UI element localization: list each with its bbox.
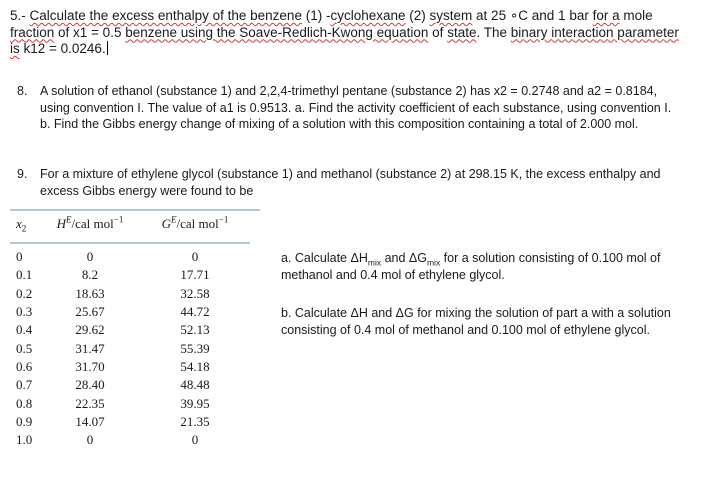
cell-enthalpy: 31.47 [75,340,105,356]
q5-text: state [447,24,477,40]
cell-enthalpy: 25.67 [75,304,105,320]
cell-x2: 0 [16,249,23,265]
table-row [10,376,250,394]
problem-number: 8. [17,84,28,98]
q5-text: mole [619,8,653,23]
cell-gibbs: 17.71 [180,267,210,283]
table-row [10,285,250,303]
cell-gibbs: 39.95 [180,395,210,411]
cell-x2: 0.6 [16,358,33,374]
q5-text: is [10,41,20,56]
problem-9 [17,166,682,202]
table-header-row [10,211,250,237]
problem-8 [17,83,682,135]
data-table [10,209,260,449]
problem-number: 9. [17,167,28,181]
cell-enthalpy: 14.07 [75,413,105,429]
q5-text: at 25 [472,8,510,23]
sub-questions [281,250,681,338]
cell-gibbs: 55.39 [180,340,210,356]
q5-text: system [429,8,473,23]
q5-text: for a [592,8,620,23]
q5-text: 5.- [10,8,30,23]
q5-text: binary interaction parameter [510,24,679,40]
cell-gibbs: 44.72 [180,304,210,320]
header-excess-enthalpy: $H^E$/cal mol$^{-1}$ [56,214,124,231]
cell-x2: 0.4 [16,322,33,338]
q5-text: . The [476,24,511,40]
cell-gibbs: 54.18 [180,358,210,374]
cell-enthalpy: 28.40 [75,377,105,393]
part-a-text: a. Calculate $\Delta H_{mix}$ and $\Delta G_{mix}$ for a solution consisting of 0.100 mol of methanol and 0.4 mol of ethylene glycol. [281,251,661,282]
q5-text: (1) - [301,8,331,23]
table-row [10,358,250,376]
cell-gibbs: 48.48 [180,377,210,393]
table-row [10,303,250,321]
q5-text: k12 = 0.0246. [19,41,106,56]
cell-gibbs: 0 [191,249,199,265]
header-excess-gibbs: $G^E$/cal mol$^{-1}$ [161,214,229,231]
header-x2: $x_2$ [16,216,27,234]
table-row [10,431,250,449]
table-row [10,394,250,412]
problem-5-text[interactable] [10,8,690,58]
degree-symbol: ∘ [509,8,519,23]
table-row [10,248,250,266]
table-header-rule [10,242,250,244]
cell-enthalpy: 18.63 [75,285,105,301]
q5-text: (2) [405,8,430,23]
q5-text: fraction [10,24,55,40]
cell-enthalpy: 8.2 [81,267,99,283]
table-row [10,413,250,431]
problem-text: For a mixture of ethylene glycol (substance 1) and methanol (substance 2) at 298.15 K, the excess enthalpy and excess Gibbs energy were found to be [40,167,661,198]
cell-x2: 0.9 [16,413,33,429]
text-cursor [107,41,108,55]
q5-text: Calculate the excess enthalpy of the benzene [29,8,302,23]
q5-text: of [428,24,448,40]
cell-gibbs: 0 [191,432,199,448]
cell-gibbs: 52.13 [180,322,210,338]
q5-text: of x1 = 0.5 [54,24,126,40]
cell-x2: 0.7 [16,377,33,393]
cell-x2: 0.3 [16,304,33,320]
cell-x2: 0.5 [16,340,33,356]
cell-gibbs: 32.58 [180,285,210,301]
cell-enthalpy: 0 [86,249,94,265]
cell-enthalpy: 31.70 [75,358,105,374]
cell-enthalpy: 22.35 [75,395,105,411]
problem-text: A solution of ethanol (substance 1) and 2,2,4-trimethyl pentane (substance 2) has x2 = 0.2748 and a2 = 0.8184, using convention I. The value of a1 is 0.9513. a. Find the activity coefficient of each substance, using convention I. b. Find the Gibbs energy change of mixing of a solution with this composition containing a total of 2.000 mol. [40,84,672,131]
part-b-text: b. Calculate ΔH and ΔG for mixing the solution of part a with a solution consisting of 0.4 mol of methanol and 0.100 mol of ethylene glycol. [281,306,671,337]
cell-enthalpy: 0 [86,432,94,448]
cell-enthalpy: 29.62 [75,322,105,338]
cell-x2: 0.1 [16,267,33,283]
q5-text: benzene using the Soave-Redlich-Kwong equation [125,24,429,40]
cell-x2: 1.0 [16,432,33,448]
table-row [10,266,250,284]
table-row [10,339,250,357]
cell-x2: 0.2 [16,285,33,301]
cell-x2: 0.8 [16,395,33,411]
q5-text: cyclohexane [330,8,406,23]
table-row [10,321,250,339]
q5-text: C and 1 bar [518,8,593,23]
cell-gibbs: 21.35 [180,413,210,429]
